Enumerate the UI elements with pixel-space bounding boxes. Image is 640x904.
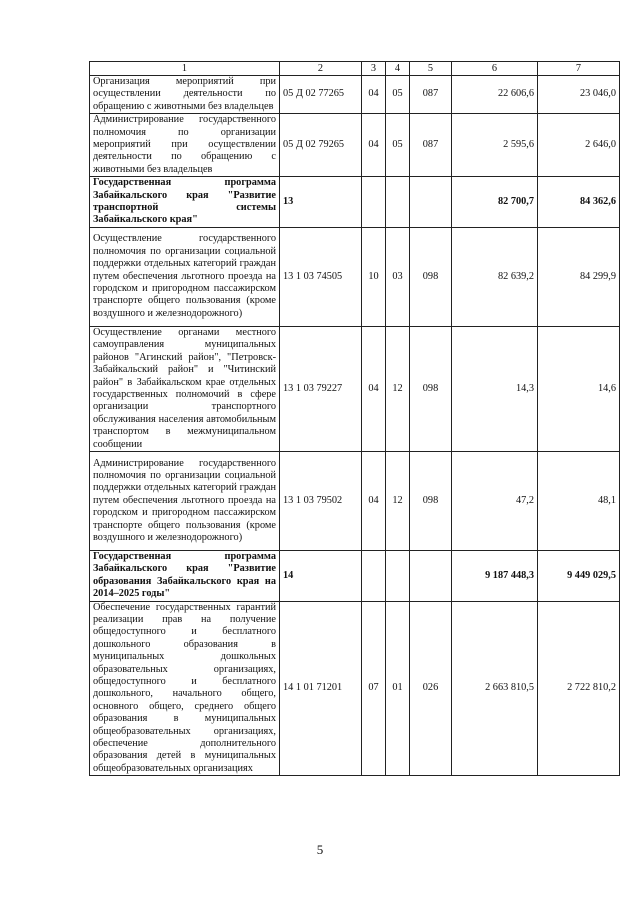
header-row [90, 62, 620, 76]
row-section: 04 [362, 326, 386, 451]
column-header-7: 7 [538, 62, 620, 76]
row-section: 10 [362, 227, 386, 326]
row-subsection: 12 [386, 451, 410, 550]
row-sum-2: 14,6 [538, 326, 620, 451]
row-sum-2: 9 449 029,5 [538, 550, 620, 601]
column-header-4: 4 [386, 62, 410, 76]
row-section: 04 [362, 76, 386, 114]
row-name: Администрирование государственного полномочия по организации социальной поддержки отдельных категорий граждан путем обеспечения льготного проезда на городском и пригородном пассажирском транспорте общего пользования (кроме воздушного и железнодорожного) [90, 451, 280, 550]
row-sum-1: 47,2 [452, 451, 538, 550]
row-name: Обеспечение государственных гарантий реализации прав на получение общедоступного и бесплатного дошкольного образования в муниципальных дошкольных образовательных организациях, общедоступного и бесплатного дошкольного, начального общего, основного общего, среднего общего образования в муниципальных общеобразовательных организациях, обеспечение дополнительного образования детей в муниципальных общеобразовательных организациях [90, 601, 280, 776]
page-number: 5 [316, 842, 324, 857]
row-section: 07 [362, 601, 386, 776]
row-subsection: 05 [386, 76, 410, 114]
row-sum-1: 2 663 810,5 [452, 601, 538, 776]
budget-table [89, 61, 620, 776]
row-sum-1: 9 187 448,3 [452, 550, 538, 601]
row-code: 13 1 03 74505 [280, 227, 362, 326]
row-name: Осуществление органами местного самоуправления муниципальных районов "Агинский район", "Петровск-Забайкальский район" и "Читинский район" в Забайкальском крае отдельных государственных полномочий в сфере организации транспортного обслуживания населения автомобильным транспортом в межмуниципальном сообщении [90, 326, 280, 451]
table-row [90, 227, 620, 326]
table-row [90, 601, 620, 776]
table-row-program [90, 177, 620, 228]
column-header-6: 6 [452, 62, 538, 76]
row-code: 05 Д 02 79265 [280, 114, 362, 177]
row-sum-2: 23 046,0 [538, 76, 620, 114]
row-code: 14 [280, 550, 362, 601]
row-expense-type: 087 [410, 76, 452, 114]
row-subsection: 01 [386, 601, 410, 776]
row-subsection: 03 [386, 227, 410, 326]
row-sum-1: 22 606,6 [452, 76, 538, 114]
row-sum-2: 84 299,9 [538, 227, 620, 326]
row-sum-2: 2 722 810,2 [538, 601, 620, 776]
row-subsection [386, 177, 410, 228]
table-row [90, 451, 620, 550]
row-subsection: 12 [386, 326, 410, 451]
row-code: 13 1 03 79227 [280, 326, 362, 451]
row-code: 13 1 03 79502 [280, 451, 362, 550]
row-expense-type [410, 550, 452, 601]
row-sum-2: 2 646,0 [538, 114, 620, 177]
row-code: 13 [280, 177, 362, 228]
row-section [362, 550, 386, 601]
table-row [90, 76, 620, 114]
table-row [90, 114, 620, 177]
row-sum-2: 48,1 [538, 451, 620, 550]
column-header-1: 1 [90, 62, 280, 76]
row-expense-type [410, 177, 452, 228]
row-name: Администрирование государственного полномочия по организации мероприятий при осуществлении деятельности по обращению с животными без владельцев [90, 114, 280, 177]
row-sum-1: 82 700,7 [452, 177, 538, 228]
row-expense-type: 026 [410, 601, 452, 776]
table-row [90, 326, 620, 451]
column-header-3: 3 [362, 62, 386, 76]
row-sum-1: 2 595,6 [452, 114, 538, 177]
row-code: 05 Д 02 77265 [280, 76, 362, 114]
row-section: 04 [362, 451, 386, 550]
row-name: Государственная программа Забайкальского края "Развитие образования Забайкальского края на 2014–2025 годы" [90, 550, 280, 601]
row-expense-type: 098 [410, 326, 452, 451]
row-expense-type: 087 [410, 114, 452, 177]
row-subsection [386, 550, 410, 601]
row-name: Организация мероприятий при осуществлении деятельности по обращению с животными без владельцев [90, 76, 280, 114]
column-header-5: 5 [410, 62, 452, 76]
row-sum-1: 82 639,2 [452, 227, 538, 326]
row-expense-type: 098 [410, 227, 452, 326]
row-subsection: 05 [386, 114, 410, 177]
row-name: Осуществление государственного полномочия по организации социальной поддержки отдельных категорий граждан путем обеспечения льготного проезда на городском и пригородном пассажирском транспорте общего пользования (кроме воздушного и железнодорожного) [90, 227, 280, 326]
row-section [362, 177, 386, 228]
row-code: 14 1 01 71201 [280, 601, 362, 776]
column-header-2: 2 [280, 62, 362, 76]
table-row-program [90, 550, 620, 601]
row-name: Государственная программа Забайкальского края "Развитие транспортной системы Забайкальского края" [90, 177, 280, 228]
row-expense-type: 098 [410, 451, 452, 550]
row-sum-2: 84 362,6 [538, 177, 620, 228]
row-section: 04 [362, 114, 386, 177]
row-sum-1: 14,3 [452, 326, 538, 451]
